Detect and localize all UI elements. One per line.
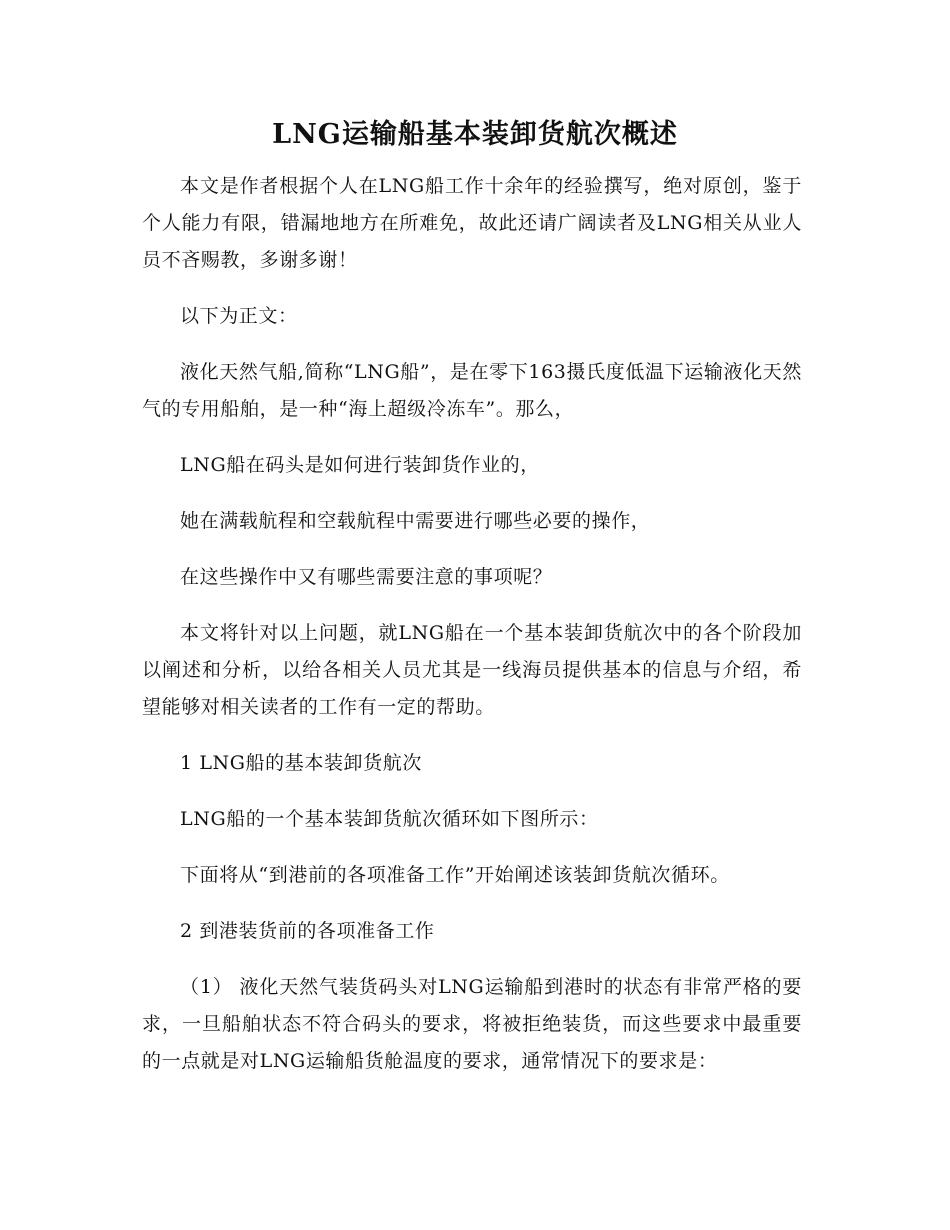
paragraph-main-text-label: 以下为正文： — [180, 305, 298, 327]
paragraph-question-3: 在这些操作中又有哪些需要注意的事项呢？ — [180, 566, 553, 588]
paragraph-question-2: 她在满载航程和空载航程中需要进行哪些必要的操作， — [180, 510, 651, 532]
paragraph-question-1: LNG船在码头是如何进行装卸货作业的， — [180, 454, 540, 476]
section-heading-2: 2 到港装货前的各项准备工作 — [180, 920, 435, 942]
paragraph-intro: 本文是作者根据个人在LNG船工作十余年的经验撰写，绝对原创，鉴于个人能力有限，错漏地地方在所难免，故此还请广阔读者及LNG相关从业人员不吝赐教，多谢多谢！ — [142, 175, 802, 271]
paragraph-lng-definition: 液化天然气船,简称“LNG船”，是在零下163摄氏度低温下运输液化天然气的专用船舶，是一种“海上超级冷冻车”。那么， — [142, 361, 802, 420]
document-title: LNG运输船基本装卸货航次概述 — [272, 119, 678, 150]
paragraph-following: 下面将从“到港前的各项准备工作”开始阐述该装卸货航次循环。 — [180, 864, 730, 886]
section-heading-1: 1 LNG船的基本装卸货航次 — [180, 752, 422, 774]
paragraph-voyage-cycle: LNG船的一个基本装卸货航次循环如下图所示： — [180, 808, 599, 830]
paragraph-requirements: （1） 液化天然气装货码头对LNG运输船到港时的状态有非常严格的要求，一旦船舶状态不符合码头的要求，将被拒绝装货，而这些要求中最重要的一点就是对LNG运输船货舱温度的要求，通常情况下的要求是： — [142, 976, 802, 1072]
paragraph-purpose: 本文将针对以上问题，就LNG船在一个基本装卸货航次中的各个阶段加以阐述和分析，以给各相关人员尤其是一线海员提供基本的信息与介绍，希望能够对相关读者的工作有一定的帮助。 — [142, 622, 802, 718]
document-body — [142, 168, 802, 1099]
